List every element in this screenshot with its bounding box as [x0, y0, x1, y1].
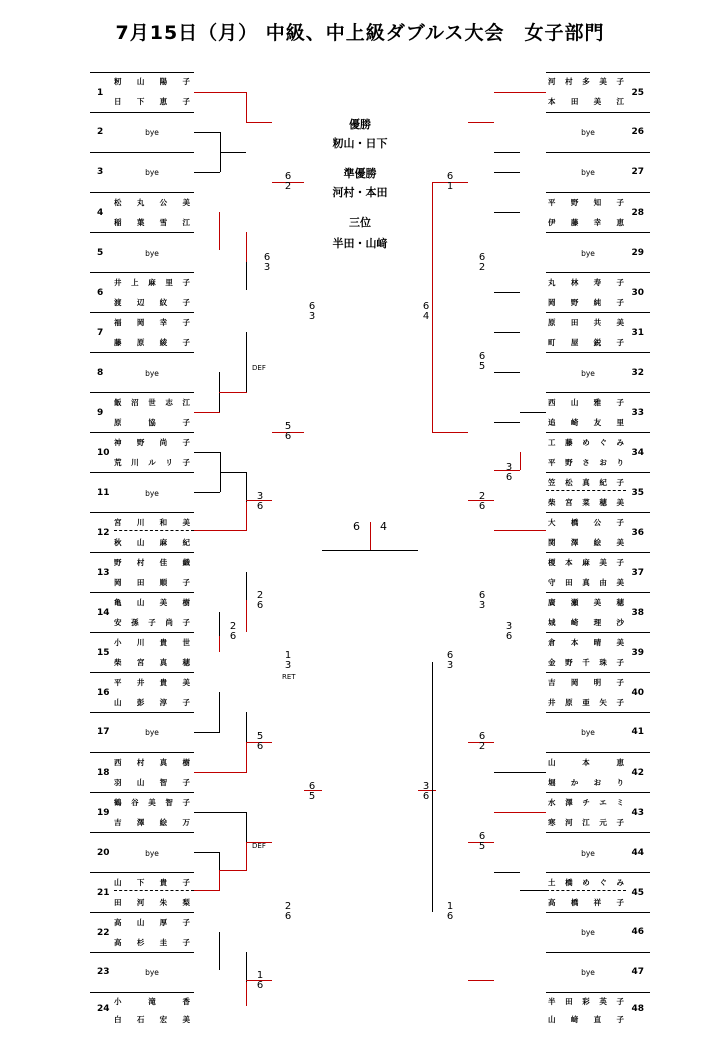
seed-number: 20: [97, 848, 110, 858]
player-name: 半田彩英子: [548, 997, 624, 1006]
player-name: 平井貴美: [114, 678, 190, 687]
match-score: 6 1: [446, 171, 454, 192]
player-name: 山﨑直子: [548, 1015, 624, 1024]
match-score: 6 3: [308, 301, 316, 322]
seed-number: 36: [631, 528, 644, 538]
player-name: 吉澤絵万: [114, 818, 190, 827]
seed-number: 47: [631, 967, 644, 977]
match-score: 6 5: [308, 781, 316, 802]
player-name: 高杉圭子: [114, 938, 190, 947]
seed-number: 31: [631, 328, 644, 338]
player-name: 西山雅子: [548, 398, 624, 407]
player-name: 宮川和美: [114, 518, 190, 527]
seed-number: 19: [97, 808, 110, 818]
match-score: 1 6: [446, 901, 454, 922]
player-name: 倉本晴美: [548, 638, 624, 647]
bye-slot: bye: [581, 168, 595, 177]
seed-number: 37: [631, 568, 644, 578]
runner-up-names: 河村・本田: [332, 186, 388, 199]
seed-number: 13: [97, 568, 110, 578]
player-name: 水澤チエミ: [548, 798, 624, 807]
match-score: 3 6: [256, 491, 264, 512]
seed-number: 24: [97, 1004, 110, 1014]
bye-slot: bye: [581, 968, 595, 977]
seed-number: 42: [631, 768, 644, 778]
player-name: 平野さおり: [548, 458, 624, 467]
seed-number: 8: [97, 368, 104, 378]
seed-number: 43: [631, 808, 644, 818]
player-name: 野村佳織: [114, 558, 190, 567]
player-name: 守田真由美: [548, 578, 624, 587]
match-score: 3 6: [505, 462, 513, 483]
seed-number: 41: [631, 727, 644, 737]
bye-slot: bye: [145, 168, 159, 177]
player-name: 岡田順子: [114, 578, 190, 587]
seed-number: 15: [97, 648, 110, 658]
seed-number: 4: [97, 208, 104, 218]
match-score: 6 2: [478, 731, 486, 752]
player-name: 城崎理沙: [548, 618, 624, 627]
bye-slot: bye: [581, 728, 595, 737]
bye-slot: bye: [581, 928, 595, 937]
seed-number: 35: [631, 488, 644, 498]
player-name: 飯沼世志江: [114, 398, 190, 407]
seed-number: 38: [631, 608, 644, 618]
runner-up-label: 準優勝: [343, 167, 377, 180]
player-name: 金野千珠子: [548, 658, 624, 667]
retired-tag: RET: [282, 673, 296, 681]
player-name: 日下恵子: [114, 97, 190, 106]
player-name: 関澤絵美: [548, 538, 624, 547]
seed-number: 21: [97, 888, 110, 898]
match-score: 3 6: [422, 781, 430, 802]
player-name: 井上麻里子: [114, 278, 190, 287]
final-score-right: 4: [380, 520, 387, 533]
seed-number: 26: [631, 127, 644, 137]
seed-number: 46: [631, 927, 644, 937]
bye-slot: bye: [145, 128, 159, 137]
seed-number: 48: [631, 1004, 644, 1014]
player-name: 追崎友里: [548, 418, 624, 427]
player-name: 田河朱梨: [114, 898, 190, 907]
seed-number: 23: [97, 967, 110, 977]
player-name: 亀山美樹: [114, 598, 190, 607]
seed-number: 18: [97, 768, 110, 778]
third-place-label: 三位: [349, 216, 371, 229]
player-name: 山彭淳子: [114, 698, 190, 707]
match-score: 6 4: [422, 301, 430, 322]
player-name: 吉岡明子: [548, 678, 624, 687]
page-title: 7月15日（月） 中級、中上級ダブルス大会 女子部門: [115, 22, 605, 44]
bye-slot: bye: [581, 849, 595, 858]
match-score: 2 6: [229, 621, 237, 642]
player-name: 福岡幸子: [114, 318, 190, 327]
match-score: 1 3: [284, 650, 292, 671]
seed-number: 45: [631, 888, 644, 898]
player-name: 小滝香: [114, 997, 190, 1006]
match-score: 1 6: [256, 970, 264, 991]
match-score: 6 5: [478, 351, 486, 372]
match-score: 6 3: [478, 590, 486, 611]
seed-number: 27: [631, 167, 644, 177]
seed-number: 22: [97, 928, 110, 938]
seed-number: 3: [97, 167, 104, 177]
player-name: 堀かおり: [548, 778, 624, 787]
bye-slot: bye: [145, 369, 159, 378]
player-name: 本田美江: [548, 97, 624, 106]
seed-number: 10: [97, 448, 110, 458]
player-name: 西村真樹: [114, 758, 190, 767]
seed-number: 11: [97, 488, 110, 498]
player-name: 土橋めぐみ: [548, 878, 624, 887]
match-score: 2 6: [256, 590, 264, 611]
match-score: 6 2: [478, 252, 486, 273]
seed-number: 7: [97, 328, 104, 338]
seed-number: 14: [97, 608, 110, 618]
player-name: 藤原綾子: [114, 338, 190, 347]
seed-number: 2: [97, 127, 104, 137]
player-name: 河村多美子: [548, 77, 624, 86]
player-name: 高山厚子: [114, 918, 190, 927]
default-tag: DEF: [252, 842, 266, 850]
champion-label: 優勝: [349, 118, 371, 131]
player-name: 鶴谷美智子: [114, 798, 190, 807]
seed-number: 32: [631, 368, 644, 378]
bye-slot: bye: [581, 369, 595, 378]
player-name: 伊藤幸恵: [548, 218, 624, 227]
player-name: 廣瀬美穂: [548, 598, 624, 607]
player-name: 柴宮真穂: [114, 658, 190, 667]
match-score: 6 5: [478, 831, 486, 852]
seed-number: 34: [631, 448, 644, 458]
bye-slot: bye: [581, 128, 595, 137]
player-name: 秋山麻紀: [114, 538, 190, 547]
seed-number: 44: [631, 848, 644, 858]
bye-slot: bye: [145, 728, 159, 737]
player-name: 荒川ルリ子: [114, 458, 190, 467]
player-name: 原田共美: [548, 318, 624, 327]
seed-number: 12: [97, 528, 110, 538]
player-name: 柴宮菜穂美: [548, 498, 624, 507]
player-name: 白石宏美: [114, 1015, 190, 1024]
bye-slot: bye: [145, 249, 159, 258]
default-tag: DEF: [252, 364, 266, 372]
player-name: 安孫子尚子: [114, 618, 190, 627]
player-name: 榎本麻美子: [548, 558, 624, 567]
champion-names: 籾山・日下: [332, 137, 388, 150]
player-name: 松丸公美: [114, 198, 190, 207]
bye-slot: bye: [581, 249, 595, 258]
player-name: 大橋公子: [548, 518, 624, 527]
seed-number: 29: [631, 248, 644, 258]
bye-slot: bye: [145, 968, 159, 977]
seed-number: 30: [631, 288, 644, 298]
player-name: 小川貴世: [114, 638, 190, 647]
player-name: 井原亜矢子: [548, 698, 624, 707]
player-name: 羽山智子: [114, 778, 190, 787]
match-score: 2 6: [478, 491, 486, 512]
match-score: 5 6: [256, 731, 264, 752]
match-score: 3 6: [505, 621, 513, 642]
match-score: 6 3: [446, 650, 454, 671]
seed-number: 40: [631, 688, 644, 698]
seed-number: 28: [631, 208, 644, 218]
seed-number: 25: [631, 88, 644, 98]
seed-number: 1: [97, 88, 104, 98]
seed-number: 6: [97, 288, 104, 298]
player-name: 原協子: [114, 418, 190, 427]
player-name: 稲葉雪江: [114, 218, 190, 227]
player-name: 渡辺紋子: [114, 298, 190, 307]
player-name: 丸林寿子: [548, 278, 624, 287]
seed-number: 5: [97, 248, 104, 258]
player-name: 岡野純子: [548, 298, 624, 307]
seed-number: 33: [631, 408, 644, 418]
seed-number: 9: [97, 408, 104, 418]
seed-number: 39: [631, 648, 644, 658]
match-score: 6 2: [284, 171, 292, 192]
player-name: 高橋祥子: [548, 898, 624, 907]
bye-slot: bye: [145, 849, 159, 858]
seed-number: 17: [97, 727, 110, 737]
third-place-names: 半田・山﨑: [332, 237, 388, 250]
player-name: 神野尚子: [114, 438, 190, 447]
seed-number: 16: [97, 688, 110, 698]
final-score-left: 6: [353, 520, 360, 533]
bye-slot: bye: [145, 489, 159, 498]
player-name: 町屋鋭子: [548, 338, 624, 347]
player-name: 山下貴子: [114, 878, 190, 887]
player-name: 笠松真紀子: [548, 478, 624, 487]
match-score: 5 6: [284, 421, 292, 442]
player-name: 籾山陽子: [114, 77, 190, 86]
match-score: 6 3: [263, 252, 271, 273]
player-name: 工藤めぐみ: [548, 438, 624, 447]
match-score: 2 6: [284, 901, 292, 922]
player-name: 寒河江元子: [548, 818, 624, 827]
player-name: 平野知子: [548, 198, 624, 207]
player-name: 山本恵: [548, 758, 624, 767]
